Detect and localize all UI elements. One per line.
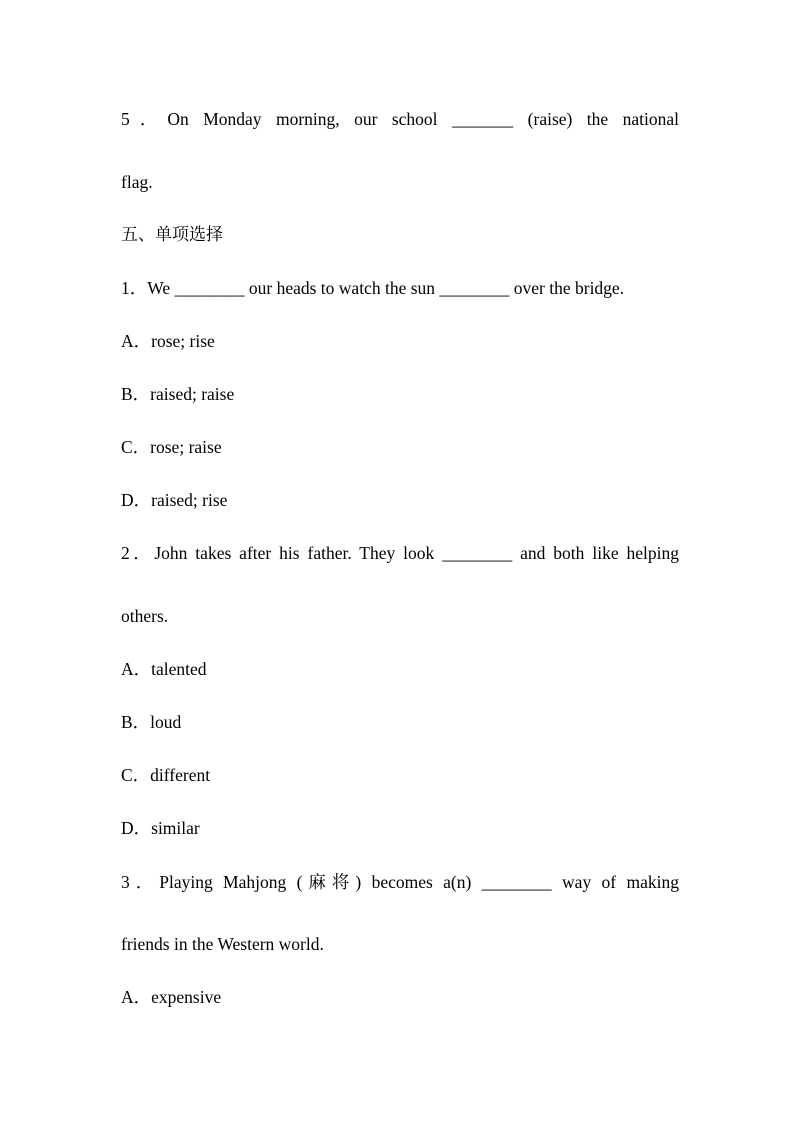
question-2-option-a: A．talented — [121, 659, 207, 679]
question-1-option-b: B．raised; raise — [121, 384, 235, 404]
question-5-line-1: 5．On Monday morning, our school _______ (raise) the national — [121, 109, 679, 129]
question-1-option-d: D．raised; rise — [121, 490, 228, 510]
question-2-stem-line-1: 2．John takes after his father. They look ________ and both like helping — [121, 543, 679, 563]
question-1-option-a: A．rose; rise — [121, 331, 215, 351]
question-3-option-a: A．expensive — [121, 987, 222, 1007]
question-2-option-b: B．loud — [121, 712, 182, 732]
section-title: 五、单项选择 — [121, 225, 223, 245]
question-2-option-d: D．similar — [121, 818, 200, 838]
question-3-stem-line-1: 3．Playing Mahjong (麻将) becomes a(n) ________ way of making — [121, 872, 679, 892]
question-1-option-c: C．rose; raise — [121, 437, 222, 457]
question-1-stem: 1．We ________ our heads to watch the sun ________ over the bridge. — [121, 278, 625, 298]
question-2-stem-line-2: others. — [121, 606, 169, 626]
question-3-stem-line-2: friends in the Western world. — [121, 934, 324, 954]
question-2-option-c: C．different — [121, 765, 211, 785]
question-5-line-2: flag. — [121, 172, 153, 192]
